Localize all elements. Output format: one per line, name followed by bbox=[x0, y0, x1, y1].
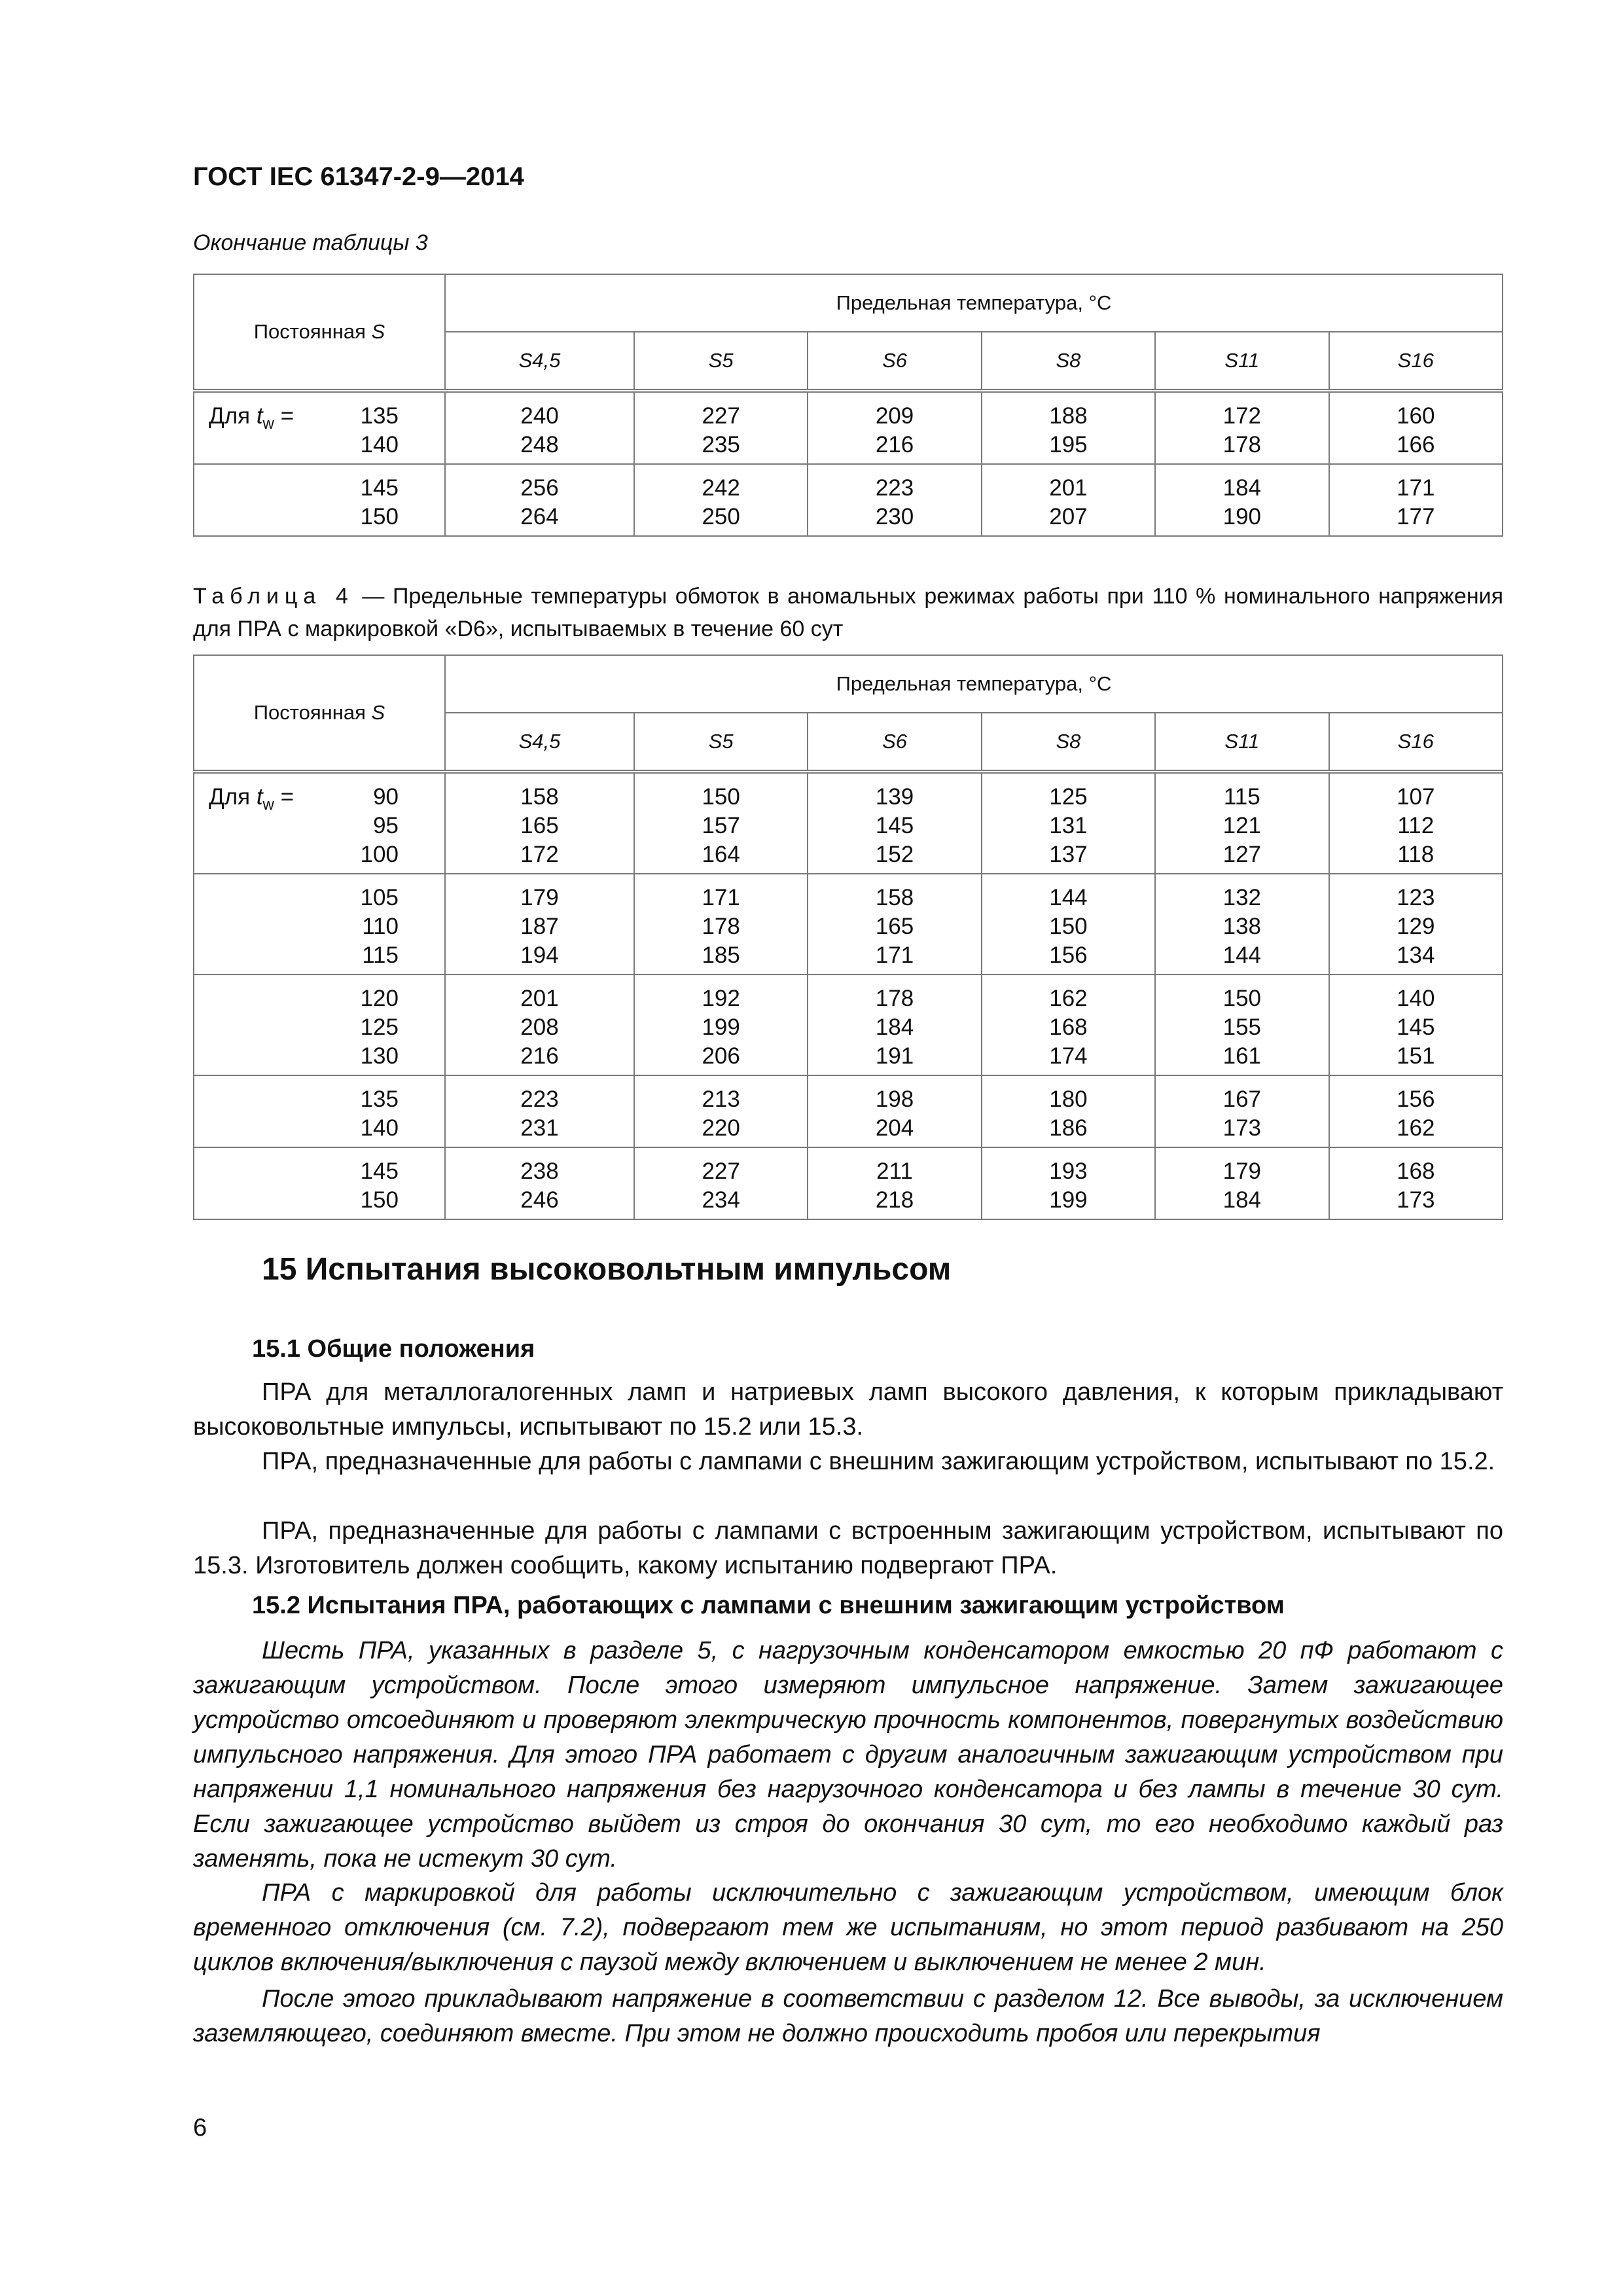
table-cell: 172 178 bbox=[1155, 391, 1329, 464]
table-row bbox=[194, 391, 1503, 464]
table3 bbox=[193, 274, 1503, 537]
paragraph: Шесть ПРА, указанных в разделе 5, с нагрузочным конденсатором емкостью 20 пФ работают с зажигающим устройством. После этого измеряют импульсное напряжение. Затем зажигающее устройство отсоединяют и проверяют электрическую прочность компонентов, повергнутых воздействию импульсного напряжения. Для этого ПРА работает с другим аналогичным зажигающим устройством при напряжении 1,1 номинального напряжения без нагрузочного конденсатора и без лампы в течение 30 сут. Если зажигающее устройство выйдет из строя до окончания 30 сут, то его необходимо каждый раз заменять, пока не истекут 30 сут. bbox=[193, 1637, 1503, 1873]
paragraph: После этого прикладывают напряжение в соответствии с разделом 12. Все выводы, за исключением заземляющего, соединяют вместе. При этом не должно происходить пробоя или перекрытия bbox=[193, 1985, 1503, 2047]
table-row bbox=[194, 1147, 1503, 1219]
table-cell: 158 165 171 bbox=[808, 874, 981, 975]
table4-col-header: S4,5 bbox=[445, 713, 634, 772]
table-cell: 139 145 152 bbox=[808, 772, 981, 874]
table-cell: 213 220 bbox=[634, 1075, 808, 1147]
table4-col-header: S11 bbox=[1155, 713, 1329, 772]
table-cell: 240 248 bbox=[445, 391, 634, 464]
table4-col-header: S8 bbox=[982, 713, 1155, 772]
tw-values: 145 150 bbox=[360, 475, 399, 529]
table-cell: 123 129 134 bbox=[1329, 874, 1503, 975]
table-cell: 168 173 bbox=[1329, 1147, 1503, 1219]
document-header: ГОСТ IEC 61347-2-9—2014 bbox=[193, 162, 524, 191]
table-cell: 125 131 137 bbox=[982, 772, 1155, 874]
table-row bbox=[194, 874, 1503, 975]
tw-values: 90 95 100 bbox=[360, 784, 399, 867]
table3-col-header: S11 bbox=[1155, 332, 1329, 391]
table-cell: 192 199 206 bbox=[634, 975, 808, 1075]
table3-caption: Окончание таблицы 3 bbox=[193, 230, 428, 255]
paragraph: ПРА для металлогалогенных ламп и натриевых ламп высокого давления, к которым прикладывают высоковольтные импульсы, испытывают по 15.2 или 15.3. bbox=[193, 1378, 1503, 1441]
tw-values: 105 110 115 bbox=[360, 885, 399, 968]
table3-stub-header: Постоянная S bbox=[194, 274, 445, 391]
table-cell: 107 112 118 bbox=[1329, 772, 1503, 874]
table-cell: 144 150 156 bbox=[982, 874, 1155, 975]
table-cell: 160 166 bbox=[1329, 391, 1503, 464]
table-cell: 193 199 bbox=[982, 1147, 1155, 1219]
table-stub-cell bbox=[194, 1075, 445, 1147]
table-stub-cell bbox=[194, 391, 445, 464]
table4-label: Таблица 4 bbox=[193, 584, 354, 609]
table-stub-cell bbox=[194, 1147, 445, 1219]
table-cell: 171 177 bbox=[1329, 464, 1503, 536]
table-cell: 238 246 bbox=[445, 1147, 634, 1219]
table-row bbox=[194, 1075, 1503, 1147]
table3-span-header: Предельная температура, °С bbox=[445, 274, 1503, 332]
table-cell: 227 234 bbox=[634, 1147, 808, 1219]
table-cell: 167 173 bbox=[1155, 1075, 1329, 1147]
tw-prefix bbox=[194, 984, 340, 1071]
table-cell: 209 216 bbox=[808, 391, 981, 464]
table-stub-cell bbox=[194, 772, 445, 874]
table-cell: 184 190 bbox=[1155, 464, 1329, 536]
table3-col-header: S16 bbox=[1329, 332, 1503, 391]
table3-body bbox=[194, 391, 1503, 536]
table-cell: 201 208 216 bbox=[445, 975, 634, 1075]
table-cell: 180 186 bbox=[982, 1075, 1155, 1147]
tw-prefix bbox=[194, 884, 340, 970]
paragraph: ПРА, предназначенные для работы с лампами с встроенным зажигающим устройством, испытывают по 15.3. Изготовитель должен сообщить, какому испытанию подвергают ПРА. bbox=[193, 1517, 1503, 1579]
tw-prefix: Для $t_w$ = bbox=[209, 784, 294, 814]
tw-prefix bbox=[194, 1085, 340, 1143]
table-stub-cell bbox=[194, 975, 445, 1075]
subsection-15-1-title: 15.1 Общие положения bbox=[252, 1335, 535, 1363]
table-cell: 223 231 bbox=[445, 1075, 634, 1147]
tw-values: 145 150 bbox=[360, 1158, 399, 1213]
table4-col-header: S16 bbox=[1329, 713, 1503, 772]
table-cell: 132 138 144 bbox=[1155, 874, 1329, 975]
table-cell: 179 187 194 bbox=[445, 874, 634, 975]
tw-values: 135 140 bbox=[360, 1086, 399, 1141]
table-cell: 211 218 bbox=[808, 1147, 981, 1219]
table4-col-header: S5 bbox=[634, 713, 808, 772]
table-cell: 150 155 161 bbox=[1155, 975, 1329, 1075]
table-row bbox=[194, 464, 1503, 536]
table-cell: 158 165 172 bbox=[445, 772, 634, 874]
paragraph: ПРА, предназначенные для работы с лампами с внешним зажигающим устройством, испытывают по 15.2. bbox=[262, 1448, 1495, 1475]
table-cell: 162 168 174 bbox=[982, 975, 1155, 1075]
table-cell: 256 264 bbox=[445, 464, 634, 536]
tw-prefix bbox=[194, 474, 340, 531]
table4-caption-text: — Предельные температуры обмоток в аномальных режимах работы при 110 % номинального напряжения для ПРА с маркировкой «D6», испытываемых в течение 60 сут bbox=[193, 584, 1503, 641]
table-cell: 171 178 185 bbox=[634, 874, 808, 975]
table4-caption bbox=[193, 580, 1503, 645]
tw-values: 135 140 bbox=[360, 403, 399, 457]
table3-col-header: S6 bbox=[808, 332, 981, 391]
table-cell: 115 121 127 bbox=[1155, 772, 1329, 874]
table4-col-header: S6 bbox=[808, 713, 981, 772]
table-stub-cell bbox=[194, 874, 445, 975]
tw-prefix: Для $t_w$ = bbox=[209, 403, 294, 433]
subsection-15-2-title: 15.2 Испытания ПРА, работающих с лампами с внешним зажигающим устройством bbox=[252, 1592, 1285, 1619]
table-cell: 223 230 bbox=[808, 464, 981, 536]
table-cell: 178 184 191 bbox=[808, 975, 981, 1075]
paragraph: ПРА с маркировкой для работы исключительно с зажигающим устройством, имеющим блок временного отключения (см. 7.2), подвергают тем же испытаниям, но этот период разбивают на 250 циклов включения/выключения с паузой между включением и выключением не менее 2 мин. bbox=[193, 1879, 1503, 1976]
table-row bbox=[194, 975, 1503, 1075]
page-number: 6 bbox=[193, 2114, 207, 2142]
table4-body bbox=[194, 772, 1503, 1219]
table-row bbox=[194, 772, 1503, 874]
table-cell: 179 184 bbox=[1155, 1147, 1329, 1219]
table3-col-header: S4,5 bbox=[445, 332, 634, 391]
table-cell: 201 207 bbox=[982, 464, 1155, 536]
table4-stub-header: Постоянная S bbox=[194, 655, 445, 772]
table-cell: 227 235 bbox=[634, 391, 808, 464]
tw-prefix bbox=[194, 1157, 340, 1215]
table-stub-cell bbox=[194, 464, 445, 536]
table4-span-header: Предельная температура, °С bbox=[445, 655, 1503, 713]
table-cell: 242 250 bbox=[634, 464, 808, 536]
table-cell: 140 145 151 bbox=[1329, 975, 1503, 1075]
table-cell: 150 157 164 bbox=[634, 772, 808, 874]
table-cell: 188 195 bbox=[982, 391, 1155, 464]
table-cell: 156 162 bbox=[1329, 1075, 1503, 1147]
tw-values: 120 125 130 bbox=[360, 986, 399, 1069]
table4 bbox=[193, 655, 1503, 1220]
section-15-title: 15 Испытания высоковольтным импульсом bbox=[262, 1252, 952, 1287]
table-cell: 198 204 bbox=[808, 1075, 981, 1147]
table3-col-header: S5 bbox=[634, 332, 808, 391]
table3-col-header: S8 bbox=[982, 332, 1155, 391]
